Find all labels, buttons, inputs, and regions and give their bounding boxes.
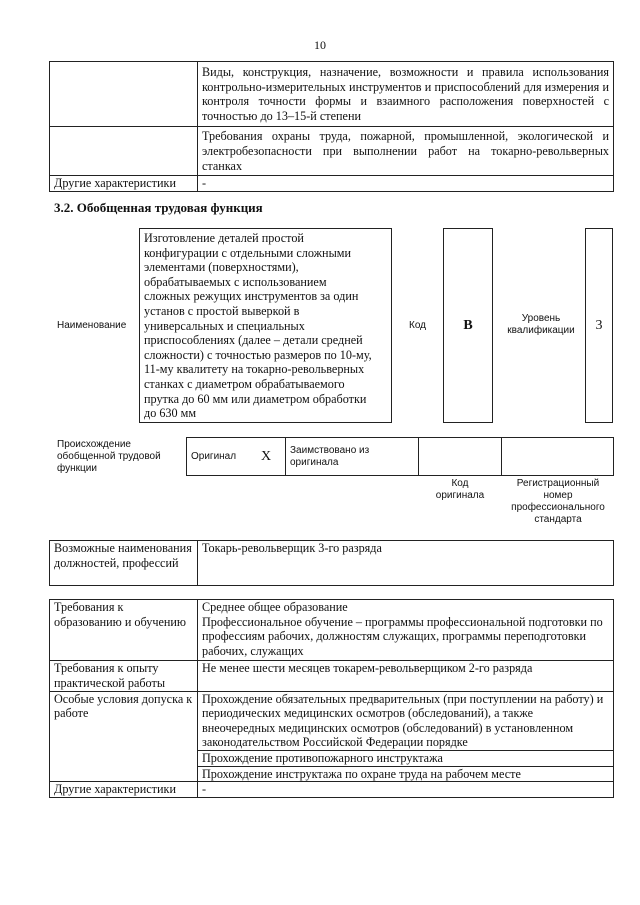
- gtf-name-text: [144, 231, 387, 421]
- code-value: B: [463, 317, 473, 333]
- gtf-name-line: обрабатываемых с использованием: [144, 274, 327, 289]
- origin-label: Происхождение обобщенной трудовой функции: [57, 439, 161, 474]
- origin-code-caption: Код оригинала: [435, 478, 485, 501]
- gtf-name-box: [139, 228, 392, 423]
- original-mark: X: [247, 438, 286, 476]
- education-professional: Профессиональное обучение – программы профессиональной подготовки по профессиям рабочих, должностям служащих, программы переподготовки рабочих, служащих: [202, 614, 603, 658]
- section-title: 3.2. Обобщенная трудовая функция: [54, 200, 263, 215]
- gtf-name-line: универсальных и специальных: [144, 318, 305, 333]
- gtf-name-line: сложных режущих инструментов за один: [144, 289, 359, 304]
- code-box: [443, 228, 493, 423]
- code-label: Код: [409, 320, 427, 331]
- education-general: Среднее общее образование: [202, 600, 348, 614]
- gtf-name-line: элементами (поверхностями),: [144, 260, 299, 275]
- admission-label: Особые условия допуска к работе: [50, 691, 198, 782]
- gtf-name-line: 11-му квалитету на токарно-револьверных: [144, 362, 365, 377]
- gtf-name-line: сложности) с точностью размеров по 10-му,: [144, 347, 372, 362]
- level-box: [585, 228, 613, 423]
- positions-value: Токарь-револьверщик 3-го разряда: [198, 541, 614, 586]
- original-label: Оригинал: [187, 438, 248, 476]
- empty-label-cell: [50, 127, 198, 176]
- other-characteristics-label: Другие характеристики: [50, 176, 198, 192]
- other-characteristics-label: Другие характеристики: [50, 782, 198, 798]
- education-value: [198, 600, 614, 661]
- gtf-name-line: станках с диаметром обрабатываемого: [144, 376, 345, 391]
- gtf-name-line: прутка до 60 мм или диаметром обработки: [144, 391, 367, 406]
- education-label: Требования к образованию и обучению: [50, 600, 198, 661]
- other-characteristics-value: -: [198, 782, 614, 798]
- level-value: 3: [595, 317, 603, 333]
- knowledge-row-safety: Требования охраны труда, пожарной, промышленной, экологической и электробезопасности при выполнении работ на токарно-револьверных станках: [198, 127, 614, 176]
- origin-code-cell: [419, 438, 502, 476]
- level-label: Уровень квалификации: [507, 313, 575, 336]
- positions-table: [49, 540, 614, 586]
- gtf-name-line: приспособлениях (далее – детали средней: [144, 333, 363, 348]
- page-number: 10: [314, 38, 326, 52]
- experience-label: Требования к опыту практической работы: [50, 661, 198, 691]
- admission-medical: Прохождение обязательных предварительных (при поступлении на работу) и периодических медицинских осмотров (обследований), а также внеочередных медицинских осмотров (обследований) в установленном законодательством Российской Федерации порядке: [198, 691, 614, 750]
- origin-table: [186, 437, 614, 476]
- gtf-name-line: Изготовление деталей простой: [144, 231, 304, 245]
- origin-reg-cell: [502, 438, 614, 476]
- other-characteristics-value: -: [198, 176, 614, 192]
- gtf-name-line: конфигурации с отдельными сложными: [144, 245, 351, 260]
- knowledge-table: [49, 61, 614, 192]
- experience-value: Не менее шести месяцев токарем-револьверщиком 2-го разряда: [198, 661, 614, 691]
- admission-fire: Прохождение противопожарного инструктажа: [198, 750, 614, 766]
- borrowed-label: Заимствовано из оригинала: [286, 438, 419, 476]
- knowledge-row-instruments: Виды, конструкция, назначение, возможности и правила использования контрольно-измерительных инструментов и приспособлений для измерения и контроля точности формы и взаимного расположения поверхностей с точностью до 13–15-й степени: [198, 62, 614, 127]
- positions-label: Возможные наименования должностей, профессий: [50, 541, 198, 586]
- requirements-table: [49, 599, 614, 798]
- name-label: Наименование: [57, 320, 127, 331]
- gtf-name-line: до 630 мм: [144, 406, 197, 421]
- reg-number-caption: Регистрационный номер профессионального стандарта: [511, 478, 605, 525]
- admission-safety: Прохождение инструктажа по охране труда на рабочем месте: [198, 766, 614, 782]
- gtf-name-line: установ с простой выверкой в: [144, 303, 300, 318]
- empty-label-cell: [50, 62, 198, 127]
